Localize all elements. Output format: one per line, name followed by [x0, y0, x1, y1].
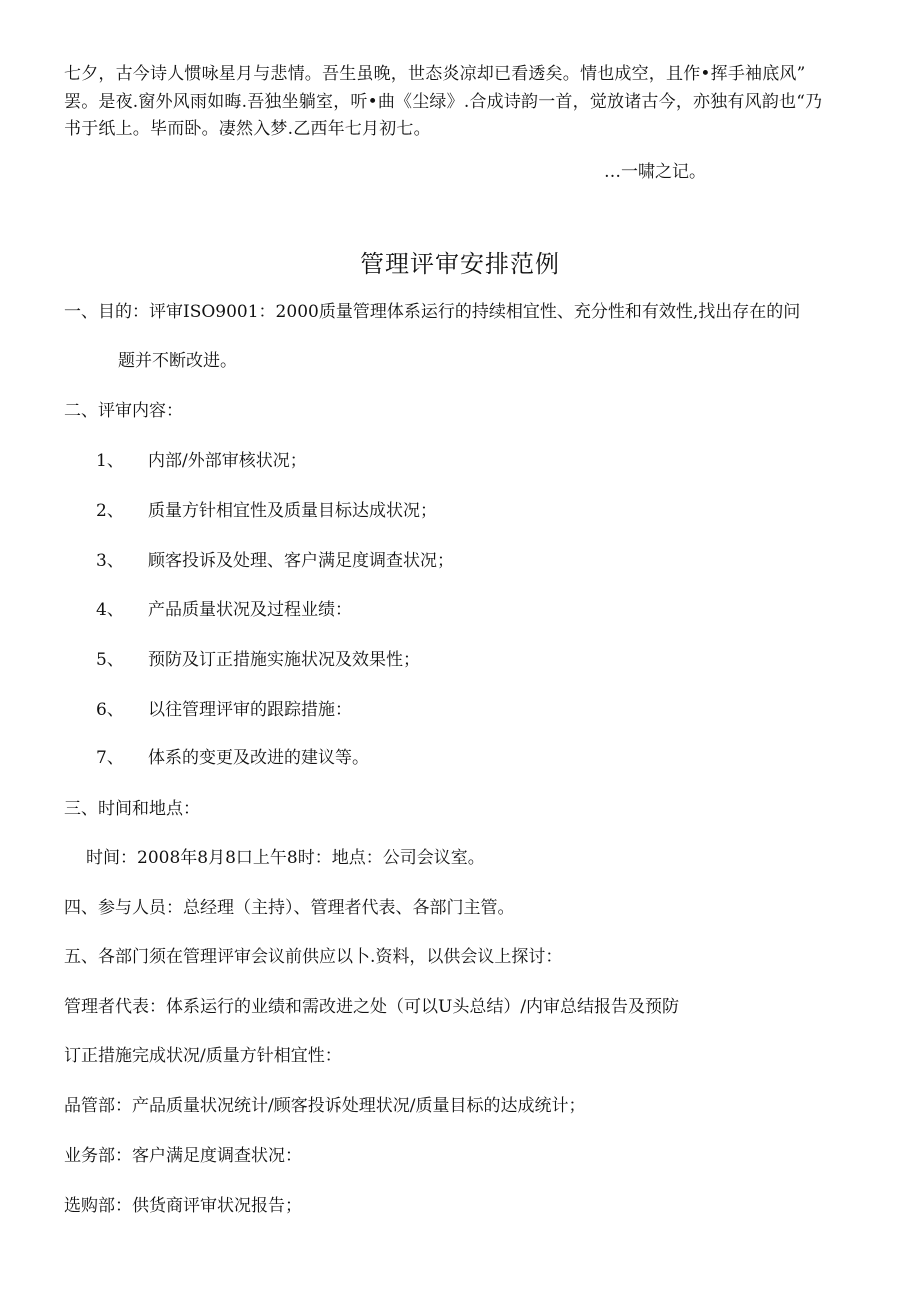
list-item-number: 4、 — [96, 600, 124, 620]
intro-line-3: 书于纸上。毕而卧。凄然入梦.乙西年七月初七。 — [64, 119, 431, 139]
list-item-number: 5、 — [96, 650, 124, 670]
list-item-text: 产品质量状况及过程业绩： — [148, 600, 352, 620]
materials-line-2: 订正措施完成状况/质量方针相宜性： — [64, 1046, 342, 1066]
list-item-text: 质量方针相宜性及质量目标达成状况； — [148, 501, 437, 521]
time-detail: 时间：2008年8月8口上午8时：地点：公司会议室。 — [86, 848, 485, 868]
intro-line-1: 七夕，古今诗人惯咏星月与悲情。吾生虽晚，世态炎凉却已看透矣。情也成空，且作•挥手袖底风” — [64, 64, 806, 84]
list-item-number: 3、 — [96, 551, 124, 571]
materials-line-1: 管理者代表：体系运行的业绩和需改进之处（可以U头总结）/内审总结报告及预防 — [64, 997, 680, 1017]
list-item — [96, 499, 437, 523]
list-item-text: 体系的变更及改进的建议等。 — [148, 748, 369, 768]
intro-line-2: 罢。是夜.窗外风雨如晦.吾独坐躺室，听•曲《尘绿》.合成诗韵一首，觉放诸古今，亦独有风韵也“乃 — [64, 92, 823, 112]
time-heading: 三、时间和地点： — [64, 799, 200, 819]
materials-heading: 五、各部门须在管理评审会议前供应以卜.资料，以供会议上探讨： — [64, 947, 563, 967]
materials-line-3: 品管部：产品质量状况统计/顾客投诉处理状况/质量目标的达成统计； — [64, 1096, 586, 1116]
content-heading: 二、评审内容： — [64, 401, 183, 421]
list-item — [96, 746, 369, 770]
materials-line-4: 业务部：客户满足度调查状况： — [64, 1146, 302, 1166]
participants-line: 四、参与人员：总经理（主持）、管理者代表、各部门主管。 — [64, 898, 515, 918]
page-title: 管理评审安排范例 — [360, 250, 560, 278]
list-item — [96, 598, 352, 622]
purpose-line-1: 一、目的：评审ISO9001：2000质量管理体系运行的持续相宜性、充分性和有效性,找出存在的问 — [64, 302, 801, 322]
list-item — [96, 449, 307, 473]
list-item-number: 7、 — [96, 748, 124, 768]
list-item-text: 预防及订正措施实施状况及效果性； — [148, 650, 420, 670]
list-item-text: 内部/外部审核状况； — [148, 451, 307, 471]
list-item-number: 2、 — [96, 501, 124, 521]
list-item-text: 顾客投诉及处理、客户满足度调查状况； — [148, 551, 454, 571]
list-item-number: 6、 — [96, 700, 124, 720]
list-item — [96, 698, 352, 722]
materials-line-5: 选购部：供货商评审状况报告； — [64, 1196, 302, 1216]
list-item — [96, 549, 454, 573]
list-item-text: 以往管理评审的跟踪措施： — [148, 700, 352, 720]
list-item — [96, 648, 420, 672]
purpose-line-2: 题并不断改进。 — [118, 351, 237, 371]
intro-signature: …一啸之记。 — [604, 162, 706, 182]
list-item-number: 1、 — [96, 451, 124, 471]
